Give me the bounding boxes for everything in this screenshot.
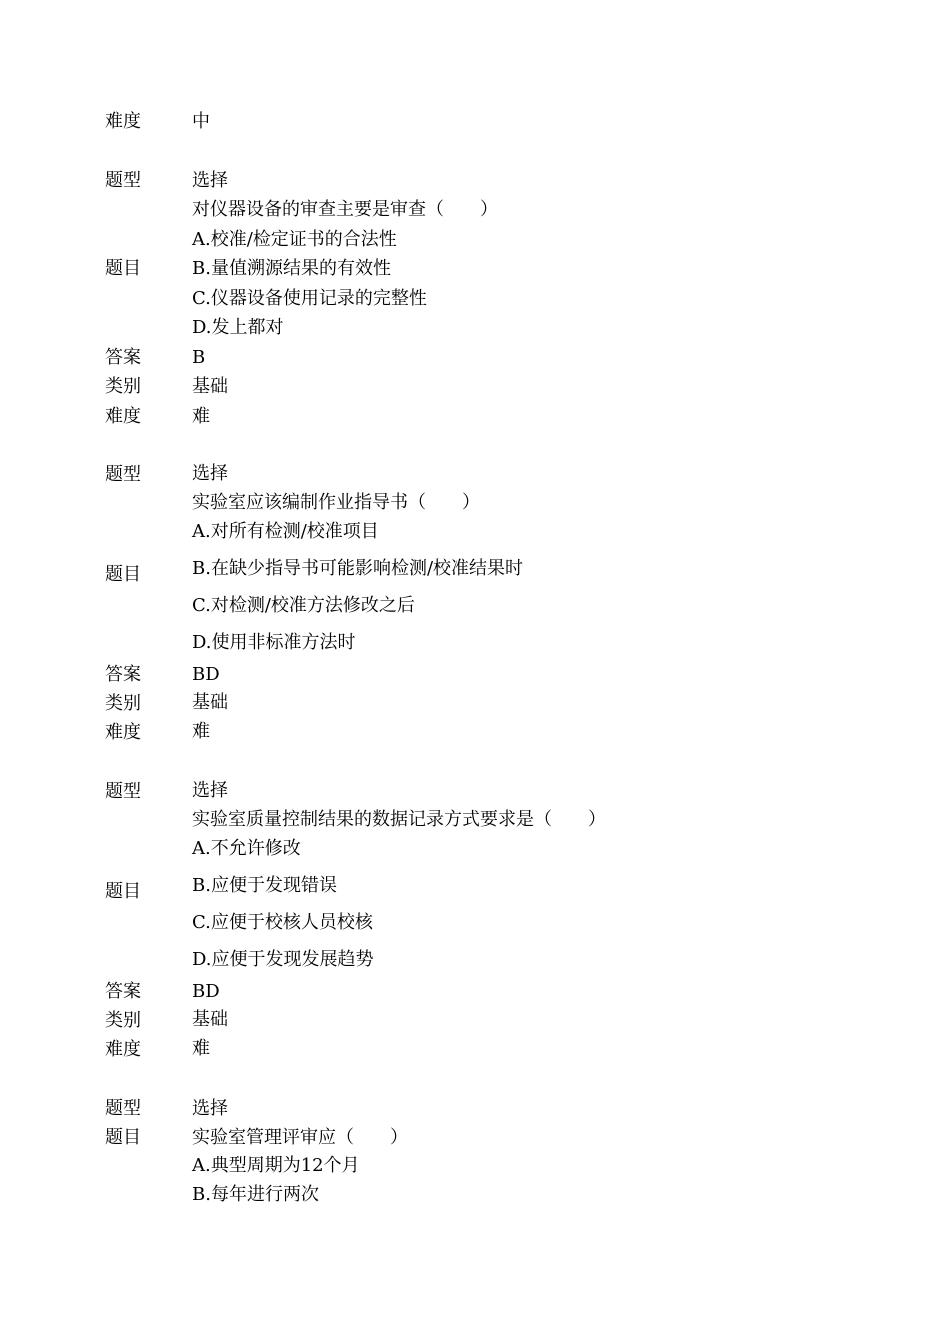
question-stem: 实验室管理评审应（ ） — [192, 1127, 408, 1148]
question-stem-label: 题目 — [105, 564, 141, 585]
option-c: C.仪器设备使用记录的完整性 — [192, 288, 427, 309]
option-a: A.典型周期为12个月 — [192, 1155, 360, 1176]
question-stem-label: 题目 — [105, 258, 141, 279]
option-b: B.每年进行两次 — [192, 1184, 319, 1205]
question-type-label: 题型 — [105, 1098, 141, 1119]
option-a: A.不允许修改 — [192, 838, 301, 859]
question-stem: 对仪器设备的审查主要是审查（ ） — [192, 199, 498, 220]
option-d: D.发上都对 — [192, 317, 284, 338]
category-label: 类别 — [105, 693, 141, 714]
option-b: B.量值溯源结果的有效性 — [192, 258, 391, 279]
category-value: 基础 — [192, 1009, 228, 1030]
question-stem-label: 题目 — [105, 1127, 141, 1148]
category-value: 基础 — [192, 376, 228, 397]
option-a: A.对所有检测/校准项目 — [192, 521, 379, 542]
question-type-value: 选择 — [192, 463, 228, 484]
question-type-value: 选择 — [192, 1098, 228, 1119]
difficulty-value: 难 — [192, 406, 210, 427]
question-type-value: 选择 — [192, 780, 228, 801]
difficulty-label: 难度 — [105, 111, 141, 132]
answer-label: 答案 — [105, 664, 141, 685]
answer-label: 答案 — [105, 981, 141, 1002]
question-type-label: 题型 — [105, 170, 141, 191]
answer-value: B — [192, 347, 206, 368]
difficulty-label: 难度 — [105, 406, 141, 427]
difficulty-label: 难度 — [105, 1039, 141, 1060]
difficulty-value: 难 — [192, 1038, 210, 1059]
option-d: D.使用非标准方法时 — [192, 632, 356, 653]
question-stem: 实验室应该编制作业指导书（ ） — [192, 492, 480, 513]
difficulty-value: 难 — [192, 721, 210, 742]
answer-value: BD — [192, 664, 220, 685]
question-stem-label: 题目 — [105, 881, 141, 902]
option-a: A.校准/检定证书的合法性 — [192, 229, 397, 250]
question-stem: 实验室质量控制结果的数据记录方式要求是（ ） — [192, 809, 606, 830]
option-c: C.应便于校核人员校核 — [192, 912, 373, 933]
question-type-label: 题型 — [105, 464, 141, 485]
option-d: D.应便于发现发展趋势 — [192, 949, 374, 970]
difficulty-label: 难度 — [105, 722, 141, 743]
option-c: C.对检测/校准方法修改之后 — [192, 595, 415, 616]
question-type-value: 选择 — [192, 170, 228, 191]
difficulty-value: 中 — [192, 111, 210, 132]
option-b: B.应便于发现错误 — [192, 875, 337, 896]
category-value: 基础 — [192, 692, 228, 713]
answer-label: 答案 — [105, 347, 141, 368]
category-label: 类别 — [105, 1010, 141, 1031]
question-type-label: 题型 — [105, 781, 141, 802]
option-b: B.在缺少指导书可能影响检测/校准结果时 — [192, 558, 524, 579]
answer-value: BD — [192, 981, 220, 1002]
category-label: 类别 — [105, 376, 141, 397]
